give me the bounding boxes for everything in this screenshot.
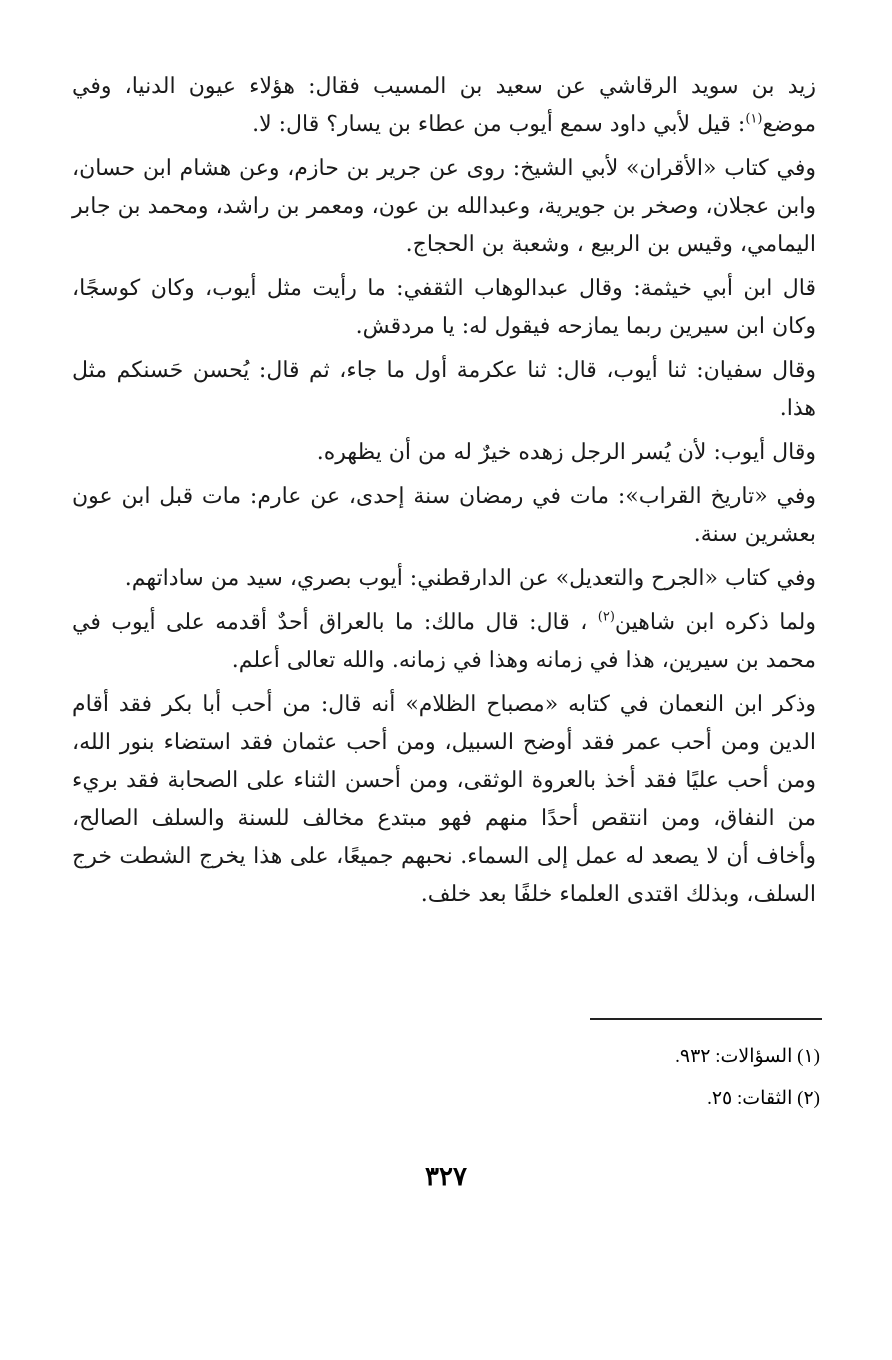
page-number: ٣٢٧ (425, 1162, 467, 1191)
paragraph-text: وفي «تاريخ القراب»: مات في رمضان سنة إحدى، عن عارم: مات قبل ابن عون بعشرين سنة. (72, 484, 816, 547)
paragraph (72, 270, 816, 346)
paragraph-text: وفي كتاب «الأقران» لأبي الشيخ: روى عن جرير بن حازم، وعن هشام ابن حسان، وابن عجلان، وصخر بن جويرية، وعبدالله بن عون، ومعمر بن راشد، ومحمد بن جابر اليمامي، وقيس بن الربيع ، وشعبة بن الحجاج. (72, 156, 816, 257)
paragraph (72, 560, 816, 598)
paragraph-text: وذكر ابن النعمان في كتابه «مصباح الظلام» أنه قال: من أحب أبا بكر فقد أقام الدين ومن أحب عمر فقد أوضح السبيل، ومن أحب عثمان فقد استضاء بنور الله، ومن أحب عليًا فقد أخذ بالعروة الوثقى، ومن أحسن الثناء على الصحابة فقد بريء من النفاق، ومن انتقص أحدًا منهم فهو مبتدع مخالف للسنة والسلف الصالح، وأخاف أن لا يصعد له عمل إلى السماء. نحبهم جميعًا، على هذا يخرج الشطت خرج السلف، وبذلك اقتدى العلماء خلفًا بعد خلف. (72, 692, 817, 907)
paragraph-text: وقال أيوب: لأن يُسر الرجل زهده خيرٌ له من أن يظهره. (316, 440, 816, 465)
footnote-1: (١) السؤالات: ٩٣٢. (675, 1046, 820, 1067)
paragraph-text-continued: ، قال: قال مالك: ما بالعراق أحدٌ أقدمه على أيوب في محمد بن سيرين، هذا في زمانه وهذا في زمانه. والله تعالى أعلم. (72, 610, 816, 673)
footnote-reference: (٢) (597, 609, 615, 625)
footnote-separator (590, 1018, 822, 1020)
paragraph (72, 352, 816, 428)
paragraph (72, 434, 816, 472)
paragraph (72, 604, 816, 680)
paragraph-text: ولما ذكره ابن شاهين (614, 610, 816, 635)
paragraph (72, 68, 816, 144)
paragraph-text: وقال سفيان: ثنا أيوب، قال: ثنا عكرمة أول ما جاء، ثم قال: يُحسن حَسنكم مثل هذا. (72, 358, 816, 421)
footnotes (420, 1036, 820, 1120)
paragraph (72, 686, 816, 914)
footnote-2: (٢) الثقات: ٢٥. (707, 1088, 820, 1109)
body-text (72, 68, 816, 914)
paragraph-text-continued: : قيل لأبي داود سمع أيوب من عطاء بن يسار؟ قال: لا. (252, 112, 746, 137)
paragraph-text: قال ابن أبي خيثمة: وقال عبدالوهاب الثقفي: ما رأيت مثل أيوب، وكان كوسجًا، وكان ابن سيرين ربما يمازحه فيقول له: يا مردقش. (72, 276, 816, 339)
paragraph-text: زيد بن سويد الرقاشي عن سعيد بن المسيب فقال: هؤلاء عيون الدنيا، وفي موضع (72, 74, 816, 137)
paragraph (72, 478, 816, 554)
paragraph-text: وفي كتاب «الجرح والتعديل» عن الدارقطني: أيوب بصري، سيد من ساداتهم. (124, 566, 816, 591)
paragraph (72, 150, 816, 264)
footnote-reference: (١) (745, 111, 763, 127)
